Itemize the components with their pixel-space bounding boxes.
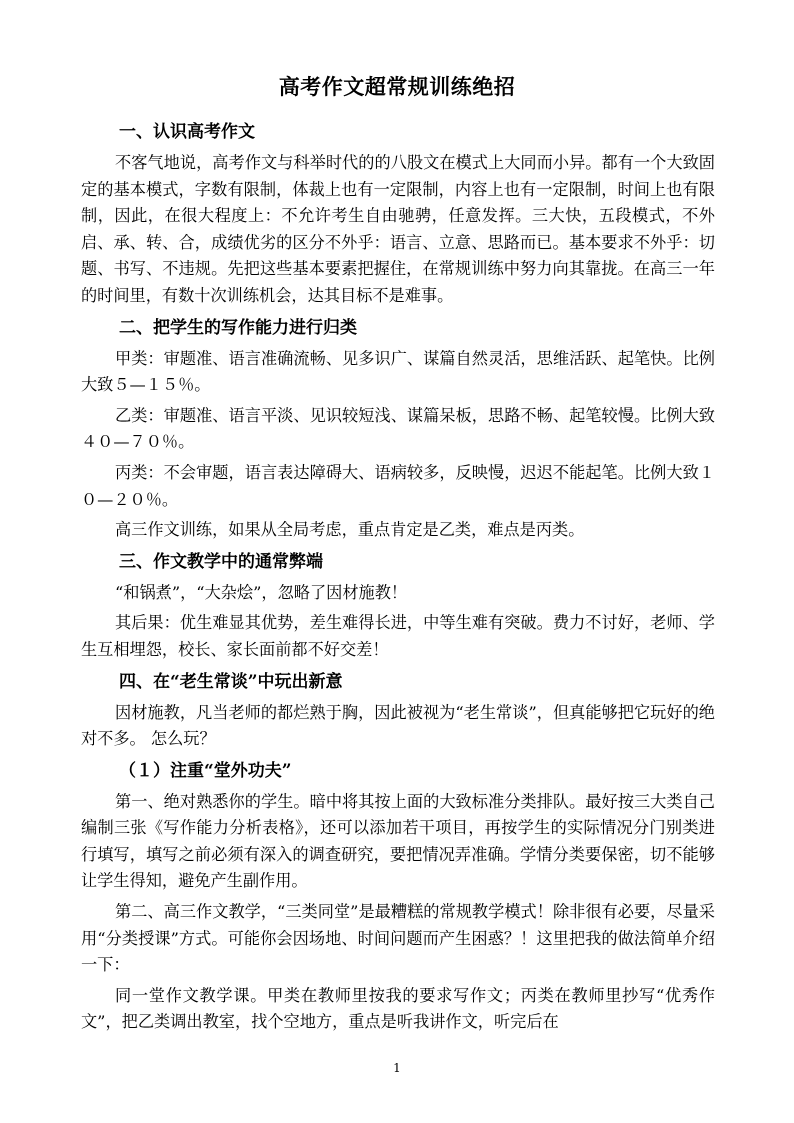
body-paragraph: 甲类：审题准、语言准确流畅、见多识广、谋篇自然灵活，思维活跃、起笔快。比例大致５—１５％。 <box>81 348 715 395</box>
page-number: 1 <box>393 1061 401 1075</box>
section-heading: 一、认识高考作文 <box>119 122 255 142</box>
body-paragraph: 第二、高三作文教学，“三类同堂”是最糟糕的常规教学模式！除非很有必要，尽量采用“分类授课”方式。可能你会因场地、时间问题而产生困惑？！这里把我的做法简单介绍一下： <box>81 902 715 975</box>
document-body <box>81 118 715 1038</box>
body-paragraph: 同一堂作文教学课。甲类在教师里按我的要求写作文；丙类在教师里抄写“优秀作文”，把乙类调出教室，找个空地方，重点是听我讲作文，听完后在 <box>81 985 715 1032</box>
section-heading: 三、作文教学中的通常弊端 <box>119 551 323 572</box>
body-paragraph: “和锅煮”，“大杂烩”，忽略了因材施教！ <box>115 582 408 602</box>
body-paragraph: 因材施教，凡当老师的都烂熟于胸，因此被视为“老生常谈”，但真能够把它玩好的绝对不多。 怎么玩？ <box>81 702 715 749</box>
body-paragraph: 乙类：审题准、语言平淡、见识较短浅、谋篇呆板，思路不畅、起笔较慢。比例大致４０—７０％。 <box>81 405 715 452</box>
section-heading: 二、把学生的写作能力进行归类 <box>119 317 357 338</box>
section-heading: 四、在“老生常谈”中玩出新意 <box>119 671 343 692</box>
body-paragraph: 不客气地说，高考作文与科举时代的的八股文在模式上大同而小异。都有一个大致固定的基本模式，字数有限制，体裁上也有一定限制，内容上也有一定限制，时间上也有限制，因此，在很大程度上：不允许考生自由驰骋，任意发挥。三大快，五段模式，不外启、承、转、合，成绩优劣的区分不外乎：语言、立意、思路而已。基本要求不外乎：切题、书写、不违规。先把这些基本要素把握住，在常规训练中努力向其靠拢。在高三一年的时间里，有数十次训练机会，达其目标不是难事。 <box>81 153 715 305</box>
body-paragraph: 第一、绝对熟悉你的学生。暗中将其按上面的大致标准分类排队。最好按三大类自己编制三张《写作能力分析表格》，还可以添加若干项目，再按学生的实际情况分门别类进行填写，填写之前必须有深入的调查研究，要把情况弄准确。学情分类要保密，切不能够让学生得知，避免产生副作用。 <box>81 791 715 891</box>
body-paragraph: 高三作文训练，如果从全局考虑，重点肯定是乙类，难点是丙类。 <box>115 520 585 540</box>
body-paragraph: 丙类：不会审题，语言表达障碍大、语病较多，反映慢，迟迟不能起笔。比例大致１０—２０％。 <box>81 462 715 509</box>
subsection-heading: （１）注重“堂外功夫” <box>119 760 292 781</box>
body-paragraph: 其后果：优生难显其优势，差生难得长进，中等生难有突破。费力不讨好，老师、学生互相埋怨，校长、家长面前都不好交差！ <box>81 613 715 659</box>
document-title: 高考作文超常规训练绝招 <box>278 74 516 99</box>
